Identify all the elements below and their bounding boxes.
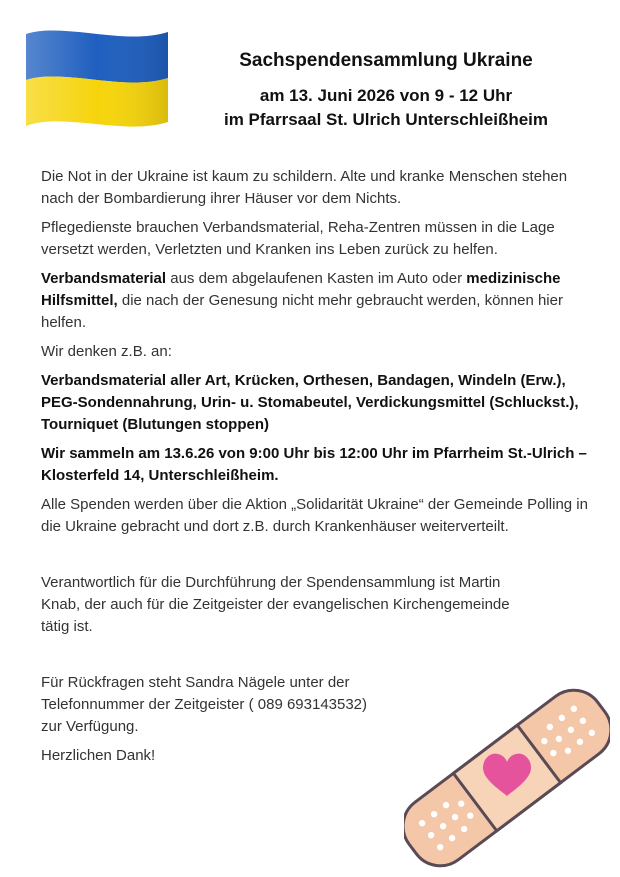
bandage-heart-icon (404, 684, 610, 872)
medical-aids-term: medizinische Hilfsmittel, (41, 270, 561, 309)
bandage-material-term: Verbandsmaterial (41, 270, 167, 287)
materials-text-2: die nach der Genesung nicht mehr gebraucht werden, können hier helfen. (41, 292, 563, 331)
examples-intro: Wir denken z.B. an: (41, 343, 172, 360)
event-date: am 13. Juni 2026 von 9 - 12 Uhr (259, 86, 513, 105)
collection-info (41, 443, 591, 487)
event-location: im Pfarrsaal St. Ulrich Unterschleißheim (223, 110, 549, 129)
items-list (41, 370, 591, 436)
materials-text-1: aus dem abgelaufenen Kasten im Auto oder (166, 270, 467, 287)
collection-info-text: Wir sammeln am 13.6.26 von 9:00 Uhr bis 12:00 Uhr im Pfarrheim St.-Ulrich – Klosterfeld 14, Unterschleißheim. (41, 445, 587, 484)
contact-paragraph: Für Rückfragen steht Sandra Nägele unter der Telefonnummer der Zeitgeister ( 089 693143532) zur Verfügung. (41, 674, 368, 735)
distribution-paragraph: Alle Spenden werden über die Aktion „Solidarität Ukraine“ der Gemeinde Polling in die Ukraine gebracht und dort z.B. durch Krankenhäuser weiterverteilt. (41, 496, 588, 535)
ukraine-flag-icon (24, 24, 170, 130)
intro-paragraph: Die Not in der Ukraine ist kaum zu schildern. Alte und kranke Menschen stehen nach der Bombardierung ihrer Häuser vor dem Nichts. (41, 168, 568, 207)
page-title: Sachspendensammlung Ukraine (239, 50, 533, 71)
items-list-text: Verbandsmaterial aller Art, Krücken, Orthesen, Bandagen, Windeln (Erw.), PEG-Sondennahrung, Urin- u. Stomabeutel, Verdickungsmittel (Schluckst.), Tourniquet (Blutungen stoppen) (41, 372, 579, 433)
materials-paragraph (41, 268, 591, 334)
responsible-paragraph: Verantwortlich für die Durchführung der Spendensammlung ist Martin Knab, der auch für die Zeitgeister der evangelischen Kirchengemeinde tätig ist. (41, 574, 510, 635)
needs-paragraph: Pflegedienste brauchen Verbandsmaterial, Reha-Zentren müssen in die Lage versetzt werden, Verletzten und Kranken ins Leben zurück zu helfen. (41, 219, 555, 258)
flyer-body (41, 166, 591, 774)
thanks-line: Herzlichen Dank! (41, 747, 156, 764)
